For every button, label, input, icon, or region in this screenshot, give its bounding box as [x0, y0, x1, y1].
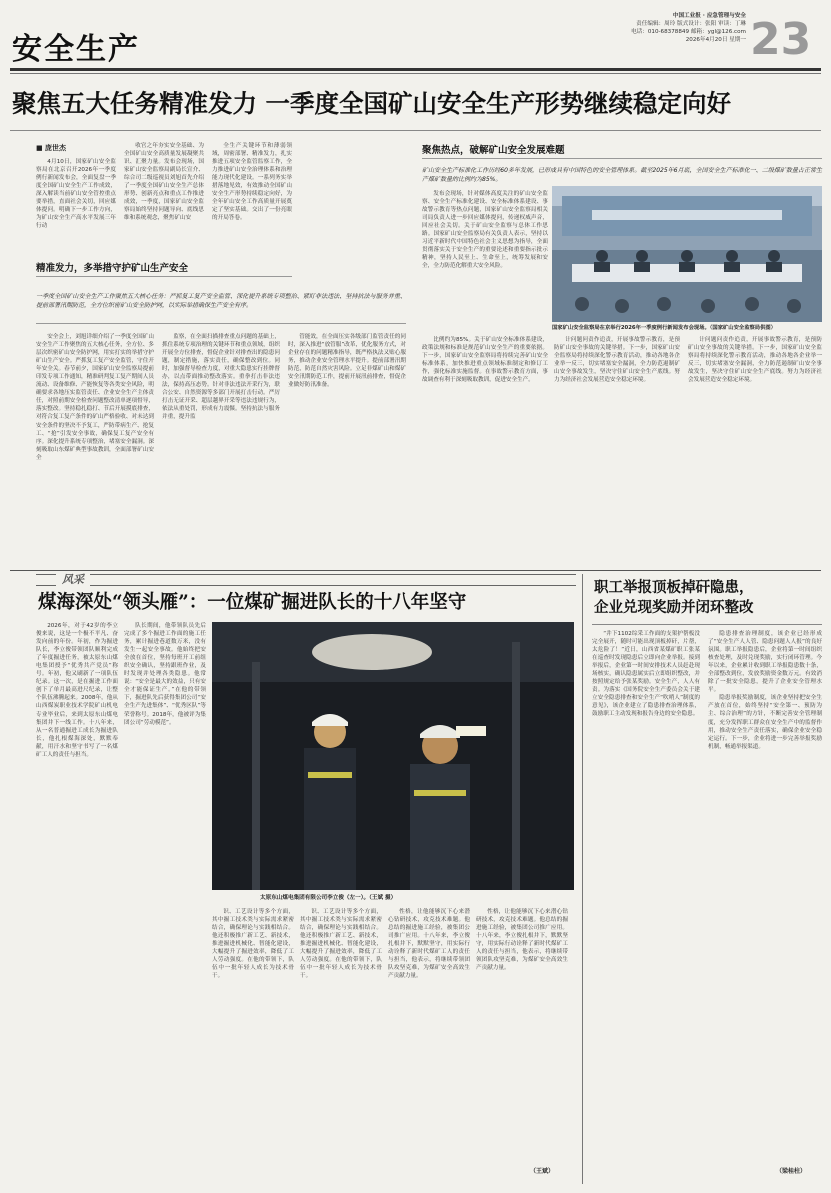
lead-column	[36, 333, 154, 565]
reward-text: 隐患举报奖励制度，该企业坚持把安全生产放在首位，始终坚持“安全第一、预防为主、综合治理”的方针，不断完善安全管理制度，充分发挥职工群众在安全生产中的监督作用，推动安全生产责任落实，确保企业安全稳定运行。下一步，企业将进一步完善举报奖励机制，畅通举报渠道。	[708, 695, 822, 750]
lead-column	[554, 336, 680, 565]
lead-subhead: 聚焦热点，破解矿山安全发展难题	[422, 145, 565, 156]
lead-column	[422, 336, 548, 565]
section-title: 安全生产	[12, 32, 140, 67]
lead-summary-rule	[36, 323, 406, 324]
miner-photo-caption: 太原东山煤电集团有限公司李立俊（左一）。（王斌 摄）	[260, 895, 397, 901]
feature-label: 风采	[56, 574, 90, 586]
lead-headline: 聚焦五大任务精准发力 一季度全国矿山安全生产形势继续稳定向好	[12, 89, 732, 118]
lead-subhead-rule	[422, 158, 822, 159]
press-conference-image	[552, 186, 822, 322]
reward-headline-line2: 企业兑现奖励并闭环整改	[594, 599, 754, 616]
reward-column	[708, 630, 822, 1164]
lead-headline-rule	[10, 130, 821, 131]
feature-text: 2026年，对于42岁的李立俊来说，这是一个极不平凡、奋发向前的年份。年初，作为掘进队长，李立俊带领团队顺利完成了年度掘进任务，被太原东山煤电集团授予“优秀共产党员”称号。年初，他又刷新了一项队伍纪录。这一次，是在掘进工作面创下了单月最高进尺纪录，让整个队伍沸腾起来。2008年，他从山西煤炭职业技术学院矿山机电专业毕业后，来到太原东山煤电集团井下一线工作。十八年来，从一名普通掘进工成长为掘进队长，他扎根煤海深处，默默奉献，用汗水和坚守书写了一名煤矿工人的责任与担当。	[36, 623, 118, 758]
lead-column	[124, 142, 204, 250]
lead-summary: 一季度全国矿山安全生产工作聚焦五大核心任务：严抓复工复产安全监管、深化提升系统专项整治、紧盯非法违法、坚持抗法与服务并重、提前部署汛期防范，全方位织密矿山安全防护网，以实际举措确保生产安全有序。	[36, 293, 406, 310]
lead-column	[162, 333, 280, 565]
page-number: 23	[750, 14, 812, 65]
lead-text: 监察，在全面扫描排查重点问题的基础上，抓住系统专项治理的关键环节和重点领域，组织开展全方位排查，督促企业针对排查出的隐患问题，制定措施，落实责任，确保整改到位。同时，加强督导检查力度，对重大隐患实行挂牌督办，以点带面推动整改落实。重拳打击非法违法，保持高压态势。针对非法违法开采行为，联合公安、自然资源等多部门开展打击行动。严厉打击无证开采、超层越界开采等违法违规行为，依法从重处罚，形成有力震慑。坚持抗法与服务并重，提升监	[162, 334, 280, 421]
lead-subhead: 精准发力，多举措守护矿山生产安全	[36, 263, 189, 274]
lead-column	[288, 333, 406, 565]
reward-text: 隐患排查治理制度，该企业已经形成了“安全生产人人管、隐患问题人人报”的良好氛围。职工举报隐患后，企业将第一时间组织核查处理，及时兑现奖励，实行闭环管理。今年以来，企业累计收到职工举报隐患数十条，全部整改到位，发放奖励资金数万元。有效消除了一批安全隐患，提升了企业安全管理水平。	[708, 631, 822, 694]
reward-text: “井下1102综采工作面的支架护帮板没完全展开，随时可能出现顶板掉矸，片帮，太危险了！”近日，山西省某煤矿职工张某在巡查时发现隐患后立即向企业举报。接到举报后，企业第一时间安排技术人员赶赴现场核实，确认隐患属实后立即组织整改，并按照规定给予张某奖励。安全生产，人人有责。为落实《国务院安全生产委员会关于建立安全隐患排查和安全生产“吹哨人”制度的意见》，该企业建立了隐患排查治理体系，鼓励职工主动发现和报告身边的安全隐患。	[592, 631, 700, 718]
lead-byline: ■ 庞世杰	[36, 144, 67, 152]
press-photo-caption: 国家矿山安全监察局在京举行2026年一季度例行新闻发布会现场。（国家矿山安全监察局供图）	[552, 325, 776, 331]
lead-intro: 矿山安全生产标准化工作历经60多年发展，已形成具有中国特色的安全管理体系。截至2025年6月底，全国安全生产标准化一、二级煤矿数量占正常生产煤矿数量的比例约为85%。	[422, 167, 822, 184]
feature-text: 识、工艺设计等多个方面，其中掘工技术类与实际需求紧密结合，确保理论与实践相结合。他还积极推广新工艺、新技术，推进掘进机械化、智能化建设，大幅提升了掘进效率，降低了工人劳动强度。在他的带领下，队伍中一批年轻人成长为技术骨干。	[212, 909, 294, 980]
feature-column	[36, 622, 118, 1178]
lead-text: 计问题问责作追责，开展事故警示教育，是预防矿山安全事故的关键举措。下一步，国家矿山安全监察局将持续深化警示教育活动，推动各地各企业举一反三，切实堵塞安全漏洞，全力防范遏制矿山安全事故发生，坚决守住矿山安全生产底线。努力为经济社会发展营造安全稳定环境。	[554, 337, 680, 384]
lead-column	[422, 190, 548, 320]
reward-headline-line1: 职工举报顶板掉矸隐患，	[594, 579, 754, 596]
feature-column	[212, 908, 294, 1178]
lead-text: 全生产关键环节和薄弱领域，周密部署、精准发力，扎实推进五项安全监管监察工作，全力推进矿山安全治理体系和治理能力现代化建设。一系列务实举措落地见效，有效推动全国矿山安全生产形势持续稳定向好，为全年矿山安全工作高质量开展奠定了坚实基础。交出了一份亮眼的开局答卷。	[212, 143, 292, 222]
miners-image	[212, 622, 574, 890]
feature-column	[388, 908, 470, 1178]
masthead-rule-thin	[10, 73, 821, 74]
paper-info	[614, 12, 746, 44]
lead-column	[688, 336, 822, 565]
masthead-rule	[10, 68, 821, 71]
feature-text: 识、工艺设计等多个方面，其中掘工技术类与实际需求紧密结合，确保理论与实践相结合。他还积极推广新工艺、新技术，推进掘进机械化、智能化建设，大幅提升了掘进效率，降低了工人劳动强度。在他的带领下，队伍中一批年轻人成长为技术骨干。	[300, 909, 382, 980]
paper-info-line: 2026年4月20日 星期一	[685, 37, 746, 43]
feature-text: 性格，让他能够沉下心来潜心钻研技术，攻克技术难题。他总结的掘进施工经验，被集团公司推广应用。十八年来，李立俊扎根井下，默默坚守，用实际行动诠释了新时代煤矿工人的责任与担当，他表示，将继续带领团队攻坚克难，为煤矿安全高效生产贡献力量。	[476, 909, 568, 972]
feature-column	[300, 908, 382, 1178]
lead-text: 安全会上，刘旭详细介绍了一季度全国矿山安全生产工作聚焦的五大核心任务，全方位、多层次织密矿山安全防护网，用实打实的举措守护矿山生产安全。严抓复工复产安全监管，守住开年安全关。春节前夕，国家矿山安全监察局提前印发专项工作通知，精准研判复工复产期间人员流动、设备维修、产能恢复等各类安全风险，明确要求各地压实监管责任、企业安全生产主体责任，对照前期安全检查问题整改清单逐项督导，落实整改。坚持稳扎稳打、节后开展摸底排查，对符合复工复产条件的矿山严格验收、对未达到安全条件的坚决不予复工，严防带病生产、抢复工、“抢”引发安全事故，确保复工复产安全有序。深化提升系统专项整治，堵塞安全漏洞。深刻吸取山东煤矿典型事故教训，全面部署矿山安全	[36, 334, 154, 461]
paper-info-line: 电话：010-68378849 邮箱：ygl@126.com	[631, 29, 746, 35]
feature-column	[124, 622, 206, 1178]
feature-author: （王斌）	[530, 1168, 555, 1175]
lead-text: 收官之年夯实安全基础、为全国矿山安全高质量发展凝聚共识、汇聚力量。发布会现场，国家矿山安全监察局副局长宣介、综合司二级巡视员刘旭首先介绍了一季度全国矿山安全生产总体形势、创新亮点和重点工作推进成效，一季度，国家矿山安全监察局始终坚持问题导向、底线思维和系统观念，聚焦矿山安	[124, 143, 204, 222]
feature-text: 性格，让他能够沉下心来潜心钻研技术，攻克技术难题。他总结的掘进施工经验，被集团公司推广应用。十八年来，李立俊扎根井下，默默坚守，用实际行动诠释了新时代煤矿工人的责任与担当，他表示，将继续带领团队攻坚克难，为煤矿安全高效生产贡献力量。	[388, 909, 470, 980]
lead-column	[36, 158, 116, 250]
paper-info-line: 责任编辑：周玲 版式设计：张阳 审读：丁琳	[636, 21, 746, 27]
lead-text: 4月10日，国家矿山安全监察局在北京召开2026年一季度例行新闻发布会，全面复盘一季度全国矿山安全生产工作成效，深入解读当前矿山安全管控重点要举措，直面社会关切，回应媒体提问。明确下一步工作方向，为矿山安全生产高水平发展三年行动	[36, 159, 116, 230]
feature-column	[476, 908, 568, 1164]
lead-column	[212, 142, 292, 250]
reward-headline-rule	[592, 624, 822, 625]
column-divider	[582, 574, 583, 1184]
reward-author: （梁桂柱）	[776, 1168, 807, 1175]
feature-text: 队长期间，他带领队员先后完成了多个掘进工作面的施工任务，累计掘进巷道数万米，没有发生一起安全事故。他始终把安全放在首位，坚持每班开工前组织安全确认，坚持跟班作业，及时发现并处理各类隐患。他常说：“安全是最大的效益，只有安全才能保证生产。”在他的带领下，掘进队先后获得集团公司“安全生产先进集体”、“优秀区队”等荣誉称号。2018年，他被评为集团公司“劳动模范”。	[124, 623, 206, 726]
lead-subhead-rule	[36, 276, 292, 277]
lead-text: 比例约为85%。关于矿山安全标准体系建设，政策法规和标准是规范矿山安全生产的重要依据。下一步，国家矿山安全监察局将持续完善矿山安全标准体系，加快推进重点领域标准制定和修订工作，强化标准实施监督。在事故警示教育方面，事故调查有利于深刻吸取教训，促进安全生产。	[422, 337, 548, 384]
feature-headline: 煤海深处“领头雁”：一位煤矿掘进队长的十八年坚守	[38, 592, 467, 613]
lead-text: 发布会现场，针对媒体高度关注的矿山安全监察、安全生产标准化建设、安全标准体系建设、事故警示教育等热点问题，国家矿山安全监察局相关司局负责人进一步回应媒体提问，传递权威声音，回应社会关切。关于矿山安全监察与总体工作思路。国家矿山安全监察局有关负责人表示，坚持以习近平新时代中国特色社会主义思想为指导，全面贯彻落实关于安全生产的重要论述和重要指示批示精神，坚持人民至上、生命至上，统筹发展和安全，全力防范化解重大安全风险。	[422, 191, 548, 270]
section-divider	[10, 570, 821, 571]
lead-text: 管能效，在全面压实各级部门监管责任的同时，深入推进“放管服”改革，优化服务方式，对企业存在的问题精准指导，既严格执法又贴心服务，推动企业安全管理水平提升。提前部署汛期防范，防范自然灾害风险。立足非煤矿山和煤矿安全汛期防范工作，提前开展汛前排查，督促企业做好防汛准备。	[288, 334, 406, 389]
reward-column	[592, 630, 700, 1178]
miner-photo	[212, 622, 574, 890]
press-conference-photo	[552, 186, 822, 322]
paper-info-line: 中国工业报 · 应急管理与安全	[672, 13, 746, 19]
feature-label-bar	[36, 574, 576, 586]
lead-text: 计问题问责作追责，开展事故警示教育，是预防矿山安全事故的关键举措。下一步，国家矿山安全监察局将持续深化警示教育活动，推动各地各企业举一反三，切实堵塞安全漏洞，全力防范遏制矿山安全事故发生，坚决守住矿山安全生产底线。努力为经济社会发展营造安全稳定环境。	[688, 337, 822, 384]
